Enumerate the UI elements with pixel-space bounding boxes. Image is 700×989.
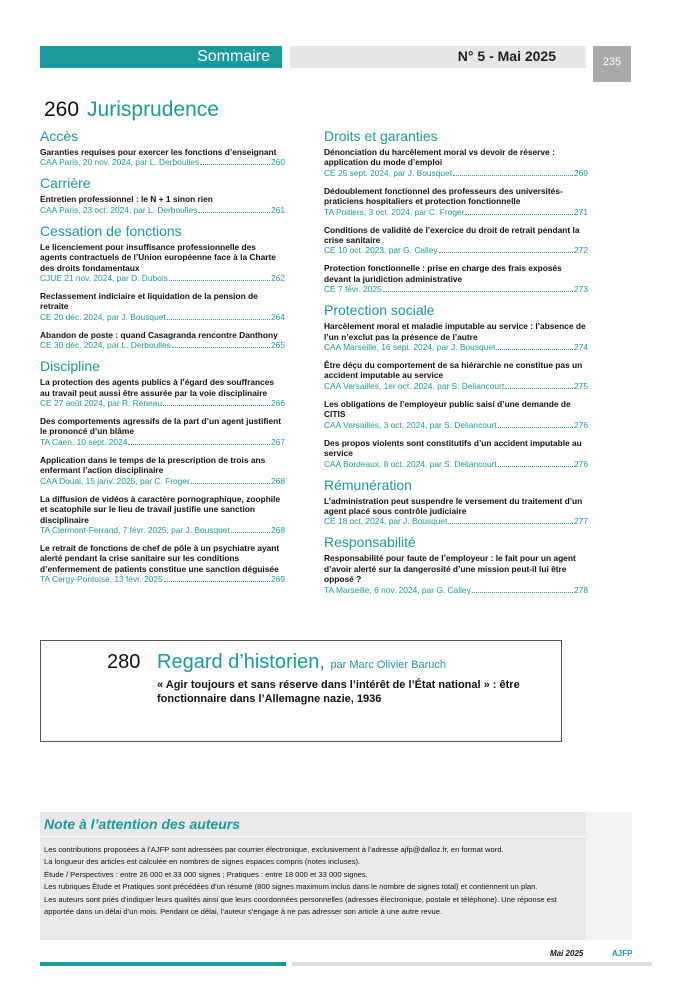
footer-brand: AJFP	[612, 949, 633, 958]
entry-source: CAA Paris, 23 oct. 2024, par L. Derboulles	[40, 204, 198, 215]
entry-title: Responsabilité pour faute de l’employeur : le fait pour un agent d’avoir alerté sur la dangerosité d’une mission peut-il lui être opposé ?	[324, 553, 576, 585]
entry-source: CE 7 févr. 2025	[324, 284, 382, 295]
entry-page: 266	[271, 398, 285, 409]
entry-title: Reclassement indiciaire et liquidation de la pension de retraite	[40, 291, 258, 312]
entry-page: 276	[574, 419, 588, 430]
entry-page: 261	[271, 204, 285, 215]
entry-title: Le licenciement pour insuffisance professionnelle des agents contractuels de l’Union européenne face à la Charte des droits fondamentaux	[40, 241, 276, 273]
note-line: Les auteurs sont priés d’indiquer leurs qualités ainsi que leurs coordonnées personnelles (adresses électronique, postale et téléphone). Une réponse est apportée dans un délai d’un mois. Pendant ce délai, l’auteur s’engage à ne pas adresser son article à une autre revue.	[44, 894, 557, 917]
entry-page: 260	[271, 157, 285, 168]
entry-citation	[40, 574, 285, 585]
main-section-title	[44, 98, 219, 122]
toc-entry[interactable]	[324, 438, 588, 470]
toc-entry[interactable]	[324, 360, 588, 392]
toc-entry[interactable]	[40, 147, 285, 168]
entry-citation	[324, 284, 588, 295]
leader-dots	[231, 532, 270, 533]
entry-source: TA Caen, 10 sept. 2024	[40, 436, 128, 447]
header-issue: N° 5 - Mai 2025	[457, 48, 556, 64]
entry-title: Protection fonctionnelle : prise en charge des frais exposés devant la juridiction administrative	[324, 263, 562, 284]
entry-source: TA Clermont-Ferrand, 7 févr. 2025, par J. Bousquet	[40, 524, 230, 535]
toc-entry[interactable]	[324, 496, 588, 528]
note-side-panel	[586, 812, 632, 940]
entry-page: 268	[271, 524, 285, 535]
leader-dots	[198, 212, 270, 213]
entry-source: CE 27 août 2024, par R. Reneau	[40, 398, 162, 409]
historian-author: par Marc Olivier Baruch	[330, 659, 446, 671]
section-heading: Carrière	[40, 175, 91, 192]
entry-citation	[324, 245, 588, 256]
toc-entry[interactable]	[324, 147, 588, 179]
note-line: La longueur des articles est calculée en nombres de signes espaces compris (notes incluses).	[44, 857, 361, 867]
toc-entry[interactable]	[40, 330, 285, 351]
right-column	[324, 128, 588, 603]
note-line: Étude / Perspectives : entre 26 000 et 33 000 signes ; Pratiques : entre 18 000 et 33 000 signes.	[44, 869, 368, 879]
leader-dots	[128, 444, 270, 445]
entry-citation	[324, 420, 588, 431]
historian-heading	[157, 651, 446, 674]
entry-page: 272	[574, 245, 588, 256]
entry-citation	[324, 585, 588, 596]
entry-title: Entretien professionnel : le N + 1 sinon rien	[40, 194, 213, 205]
entry-source: TA Marseille, 6 nov. 2024, par G. Calley	[324, 584, 471, 595]
entry-source: CE 18 oct. 2024, par J. Bousquet	[324, 516, 448, 527]
note-line: Les rubriques Étude et Pratiques sont précédées d’un résumé (800 signes maximum inclus dans le nombre de signes total) et contiennent un plan.	[44, 882, 538, 892]
entry-title: La protection des agents publics à l’égard des souffrances au travail peut aussi être assurée par la voie disciplinaire	[40, 377, 275, 398]
entry-citation	[324, 459, 588, 470]
leader-dots	[164, 581, 270, 582]
leader-dots	[191, 483, 270, 484]
entry-title: Des comportements agressifs de la part d’un agent justifient le prononcé d’un blâme	[40, 416, 282, 437]
entry-citation	[40, 157, 285, 168]
entry-title: La diffusion de vidéos à caractère pornographique, zoophile et scatophile sur le lieu de travail justifie une sanction disciplinaire	[40, 493, 281, 525]
entry-source: TA Poitiers, 3 oct. 2024, par C. Froger	[324, 206, 465, 217]
leader-dots	[163, 405, 270, 406]
historian-number: 280	[107, 651, 141, 673]
leader-dots	[498, 427, 573, 428]
page-number-tab	[593, 46, 631, 82]
main-section-number: 260	[44, 98, 80, 121]
entry-page: 265	[271, 340, 285, 351]
section-heading: Rémunération	[324, 476, 412, 493]
entry-page: 276	[574, 458, 588, 469]
entry-page: 275	[574, 380, 588, 391]
toc-entry[interactable]	[324, 225, 588, 257]
entry-citation	[324, 381, 588, 392]
leader-dots	[169, 280, 270, 281]
leader-dots	[496, 349, 573, 350]
entry-source: CAA Versailles, 1er oct. 2024, par S. Deliancourt	[324, 380, 505, 391]
entry-page: 269	[574, 167, 588, 178]
note-box	[40, 812, 586, 940]
toc-entry[interactable]	[40, 494, 285, 536]
entry-page: 274	[574, 342, 588, 353]
entry-source: CE 30 déc. 2024, par L. Derboulles	[40, 340, 171, 351]
entry-source: CE 10 oct. 2023, par G. Calley	[324, 245, 438, 256]
entry-page: 269	[271, 574, 285, 585]
page-number: 235	[602, 56, 622, 68]
entry-citation	[40, 437, 285, 448]
toc-entry[interactable]	[324, 186, 588, 218]
entry-page: 278	[574, 584, 588, 595]
header-issue-bar	[290, 46, 586, 68]
leader-dots	[439, 252, 573, 253]
leader-dots	[465, 214, 573, 215]
historian-subtitle: « Agir toujours et sans réserve dans l’intérêt de l’État national » : être fonctionnaire dans l’Allemagne nazie, 1936	[157, 679, 520, 705]
entry-title: L’administration peut suspendre le versement du traitement d’un agent placé sous contrôle judiciaire	[324, 495, 583, 516]
toc-entry[interactable]	[40, 242, 285, 284]
toc-entry[interactable]	[40, 194, 285, 215]
entry-citation	[324, 168, 588, 179]
entry-page: 273	[574, 284, 588, 295]
left-column	[40, 128, 285, 592]
historian-box	[40, 640, 562, 742]
historian-title: Regard d’historien,	[157, 651, 325, 673]
leader-dots	[167, 319, 270, 320]
entry-title: Garanties requises pour exercer les fonctions d’enseignant	[40, 147, 277, 157]
entry-citation	[324, 516, 588, 527]
entry-citation	[40, 205, 285, 216]
note-line: Les contributions proposées à l’AJFP sont adressées par courrier électronique, exclusivement à l’adresse ajfp@dalloz.fr, en format word.	[44, 845, 504, 854]
entry-title: Dédoublement fonctionnel des professeurs des universités-praticiens hospitaliers et protection fonctionnelle	[324, 185, 563, 207]
entry-title: Conditions de validité de l’exercice du droit de retrait pendant la crise sanitaire	[324, 224, 580, 246]
leader-dots	[453, 175, 573, 176]
note-header	[40, 812, 586, 837]
entry-title: Des propos violents sont constitutifs d’un accident imputable au service	[324, 437, 582, 459]
entry-citation	[40, 525, 285, 536]
entry-source: CAA Paris, 20 nov. 2024, par L. Derboulles	[40, 157, 200, 168]
note-title: Note à l’attention des auteurs	[44, 816, 241, 832]
section-heading: Droits et garanties	[324, 128, 438, 144]
entry-source: TA Cergy-Pontoise, 13 févr. 2025	[40, 574, 163, 585]
toc-entry[interactable]	[40, 377, 285, 409]
section-heading: Protection sociale	[324, 302, 435, 319]
toc-entry[interactable]	[40, 291, 285, 323]
entry-citation	[40, 476, 285, 487]
toc-entry[interactable]	[40, 543, 285, 585]
entry-citation	[40, 340, 285, 351]
entry-page: 267	[271, 436, 285, 447]
note-body	[44, 844, 584, 918]
footer-grey-rule	[292, 962, 652, 966]
leader-dots	[200, 164, 270, 165]
leader-dots	[172, 347, 270, 348]
entry-source: CJUE 21 nov. 2024, par D. Dubois	[40, 273, 168, 284]
main-section-label: Jurisprudence	[87, 98, 219, 121]
entry-title: Les obligations de l’employeur public saisi d’une demande de CITIS	[324, 398, 571, 420]
toc-entry[interactable]	[324, 321, 588, 353]
entry-citation	[40, 398, 285, 409]
toc-entry[interactable]	[40, 455, 285, 487]
entry-page: 271	[574, 206, 588, 217]
footer-teal-rule	[40, 962, 286, 966]
entry-citation	[324, 207, 588, 218]
toc-entry[interactable]	[324, 263, 588, 295]
section-heading: Accès	[40, 128, 79, 144]
leader-dots	[472, 592, 573, 593]
entry-citation	[324, 342, 588, 353]
entry-title: Être déçu du comportement de sa hiérarchie ne constitue pas un accident imputable au service	[324, 360, 583, 381]
entry-source: CAA Marseille, 16 sept. 2024, par J. Bousquet	[324, 342, 496, 353]
entry-title: Abandon de poste : quand Casagranda rencontre Danthony	[40, 329, 278, 340]
leader-dots	[448, 523, 573, 524]
leader-dots	[383, 291, 573, 292]
toc-entry[interactable]	[324, 553, 588, 595]
entry-source: CAA Douai, 15 janv. 2025, par C. Froger	[40, 475, 190, 486]
entry-source: CE 20 déc. 2024, par J. Bousquet	[40, 311, 166, 322]
entry-page: 264	[271, 311, 285, 322]
toc-entry[interactable]	[40, 416, 285, 448]
entry-title: Dénonciation du harcèlement moral vs devoir de réserve : application du mode d’emploi	[324, 147, 555, 168]
section-heading: Responsabilité	[324, 534, 416, 551]
entry-page: 277	[574, 516, 588, 527]
footer-date: Mai 2025	[550, 949, 584, 958]
entry-citation	[40, 273, 285, 284]
entry-title: Le retrait de fonctions de chef de pôle à un psychiatre ayant alerté pendant la crise sanitaire sur les conditions d’enfermement de patients constitue une sanction déguisée	[40, 542, 280, 574]
section-heading: Cessation de fonctions	[40, 222, 182, 239]
leader-dots	[505, 388, 573, 389]
section-heading: Discipline	[40, 358, 100, 375]
entry-title: Harcèlement moral et maladie imputable au service : l’absence de l’un n’exclut pas la présence de l’autre	[324, 321, 586, 342]
entry-source: CE 25 sept. 2024, par J. Bousquet	[324, 167, 453, 178]
entry-page: 262	[271, 273, 285, 284]
entry-source: CAA Bordeaux, 8 oct. 2024, par S. Deliancourt	[324, 458, 497, 469]
entry-source: CAA Versailles, 3 oct. 2024, par S. Deliancourt	[324, 419, 497, 430]
toc-entry[interactable]	[324, 399, 588, 431]
entry-citation	[40, 312, 285, 323]
leader-dots	[498, 466, 573, 467]
header-section-bar	[40, 46, 282, 68]
header-section-label: Sommaire	[197, 48, 270, 65]
entry-title: Application dans le temps de la prescription de trois ans enfermant l’action disciplinaire	[40, 454, 266, 476]
entry-page: 268	[271, 475, 285, 486]
